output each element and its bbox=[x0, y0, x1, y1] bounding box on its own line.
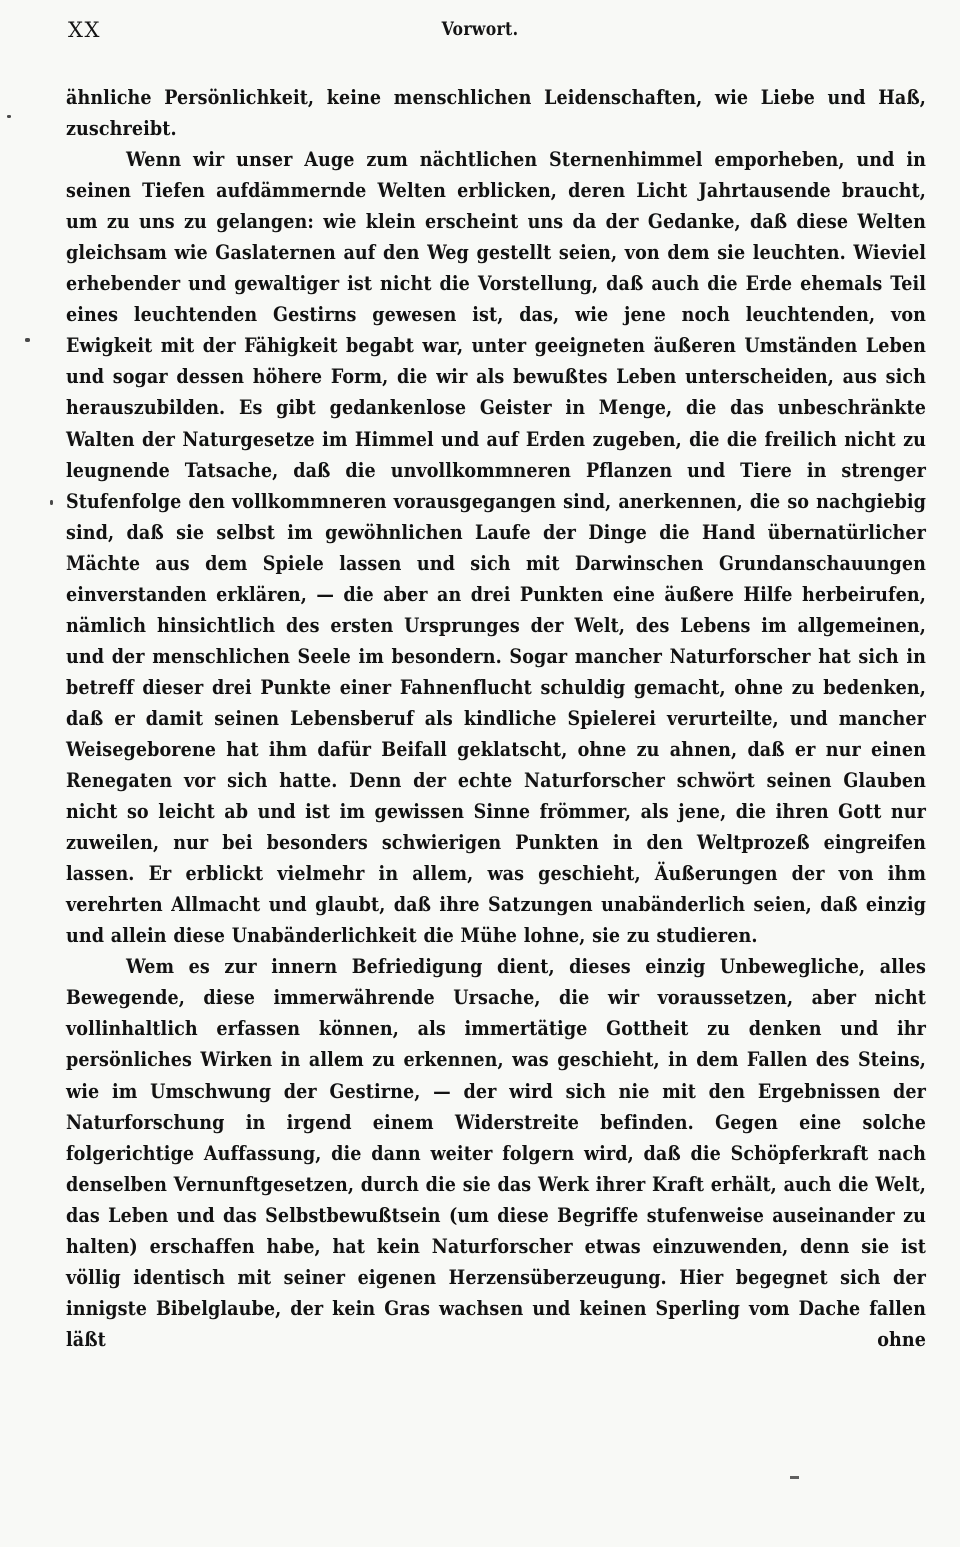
scan-margin-dash bbox=[790, 1476, 799, 1479]
paragraph: Wem es zur innern Befriedigung dient, dieses einzig Unbewegliche, alles Bewegende, diese immerwährende Ursache, die wir voraussetzen, aber nicht vollinhaltlich erfassen können, als immertätige Gottheit zu denken und ihr persönliches Wirken in allem zu erkennen, was geschieht, in dem Fallen des Steins, wie im Umschwung der Gestirne, — der wird sich nie mit den Ergebnissen der Naturforschung in irgend einem Widerstreite befinden. Gegen eine solche folgerichtige Auffassung, die dann weiter folgern wird, daß die Schöpferkraft nach denselben Vernunftgesetzen, durch die sie das Werk ihrer Kraft erhält, auch die Welt, das Leben und das Selbstbewußtsein (um diese Begriffe stufenweise auseinander zu halten) erschaffen habe, hat kein Naturforscher etwas einzuwenden, denn sie ist völlig identisch mit seiner eigenen Herzensüberzeugung. Hier begegnet sich der innigste Bibelglaube, der kein Gras wachsen und keinen Sperling vom Dache fallen läßt ohne bbox=[66, 955, 926, 1351]
paragraph: Wenn wir unser Auge zum nächtlichen Sternenhimmel emporheben, und in seinen Tiefen aufdämmernde Welten erblicken, deren Licht Jahrtausende braucht, um zu uns zu gelangen: wie klein erscheint uns da der Gedanke, daß diese Welten gleichsam wie Gaslaternen auf den Weg gestellt seien, von dem sie leuchten. Wieviel erhebender und gewaltiger ist nicht die Vorstellung, daß auch die Erde ehemals Teil eines leuchtenden Gestirns gewesen ist, das, wie jene noch leuchtenden, von Ewigkeit mit der Fähigkeit begabt war, unter geeigneten äußeren Umständen Leben und sogar dessen höhere Form, die wir als bewußtes Leben unterscheiden, aus sich herauszubilden. Es gibt gedankenlose Geister in Menge, die das unbeschränkte Walten der Naturgesetze im Himmel und auf Erden zugeben, die die freilich nicht zu leugnende Tatsache, daß die unvollkommneren Pflanzen und Tiere in strenger Stufenfolge den vollkommneren vorausgegangen sind, anerkennen, die so nachgiebig sind, daß sie selbst im gewöhnlichen Laufe der Dinge die Hand übernatürlicher Mächte aus dem Spiele lassen und sich mit Darwinschen Grundanschauungen einverstanden erklären, — die aber an drei Punkten eine äußere Hilfe herbeirufen, nämlich hinsichtlich des ersten Ursprunges der Welt, des Lebens im allgemeinen, und der menschlichen Seele im besondern. Sogar mancher Naturforscher hat sich in betreff dieser drei Punkte einer Fahnenflucht schuldig gemacht, ohne zu bedenken, daß er damit seinen Lebensberuf als kindliche Spielerei verurteilte, und mancher Weisegeborene hat ihm dafür Beifall geklatscht, ohne zu ahnen, daß er nur einen Renegaten vor sich hatte. Denn der echte Naturforscher schwört seinen Glauben nicht so leicht ab und ist im gewissen Sinne frömmer, als jene, die ihren Gott nur zuweilen, nur bei besonders schwierigen Punkten in den Weltprozeß eingreifen lassen. Er erblickt vielmehr in allem, was geschieht, Äußerungen der von ihm verehrten Allmacht und glaubt, daß ihre Satzungen unabänderlich seien, daß einzig und allein diese Unabänderlichkeit die Mühe lohne, sie zu studieren. bbox=[66, 148, 926, 948]
scan-speckle bbox=[25, 338, 30, 342]
scan-speckle bbox=[50, 500, 53, 505]
running-title: Vorwort. bbox=[441, 18, 519, 40]
body-text-block bbox=[66, 82, 926, 1386]
paragraph: ähnliche Persönlichkeit, keine menschlichen Leidenschaften, wie Liebe und Haß, zuschreibt. bbox=[66, 86, 926, 141]
page-number: XX bbox=[68, 18, 101, 42]
scan-speckle bbox=[7, 115, 11, 118]
running-head bbox=[0, 18, 960, 52]
